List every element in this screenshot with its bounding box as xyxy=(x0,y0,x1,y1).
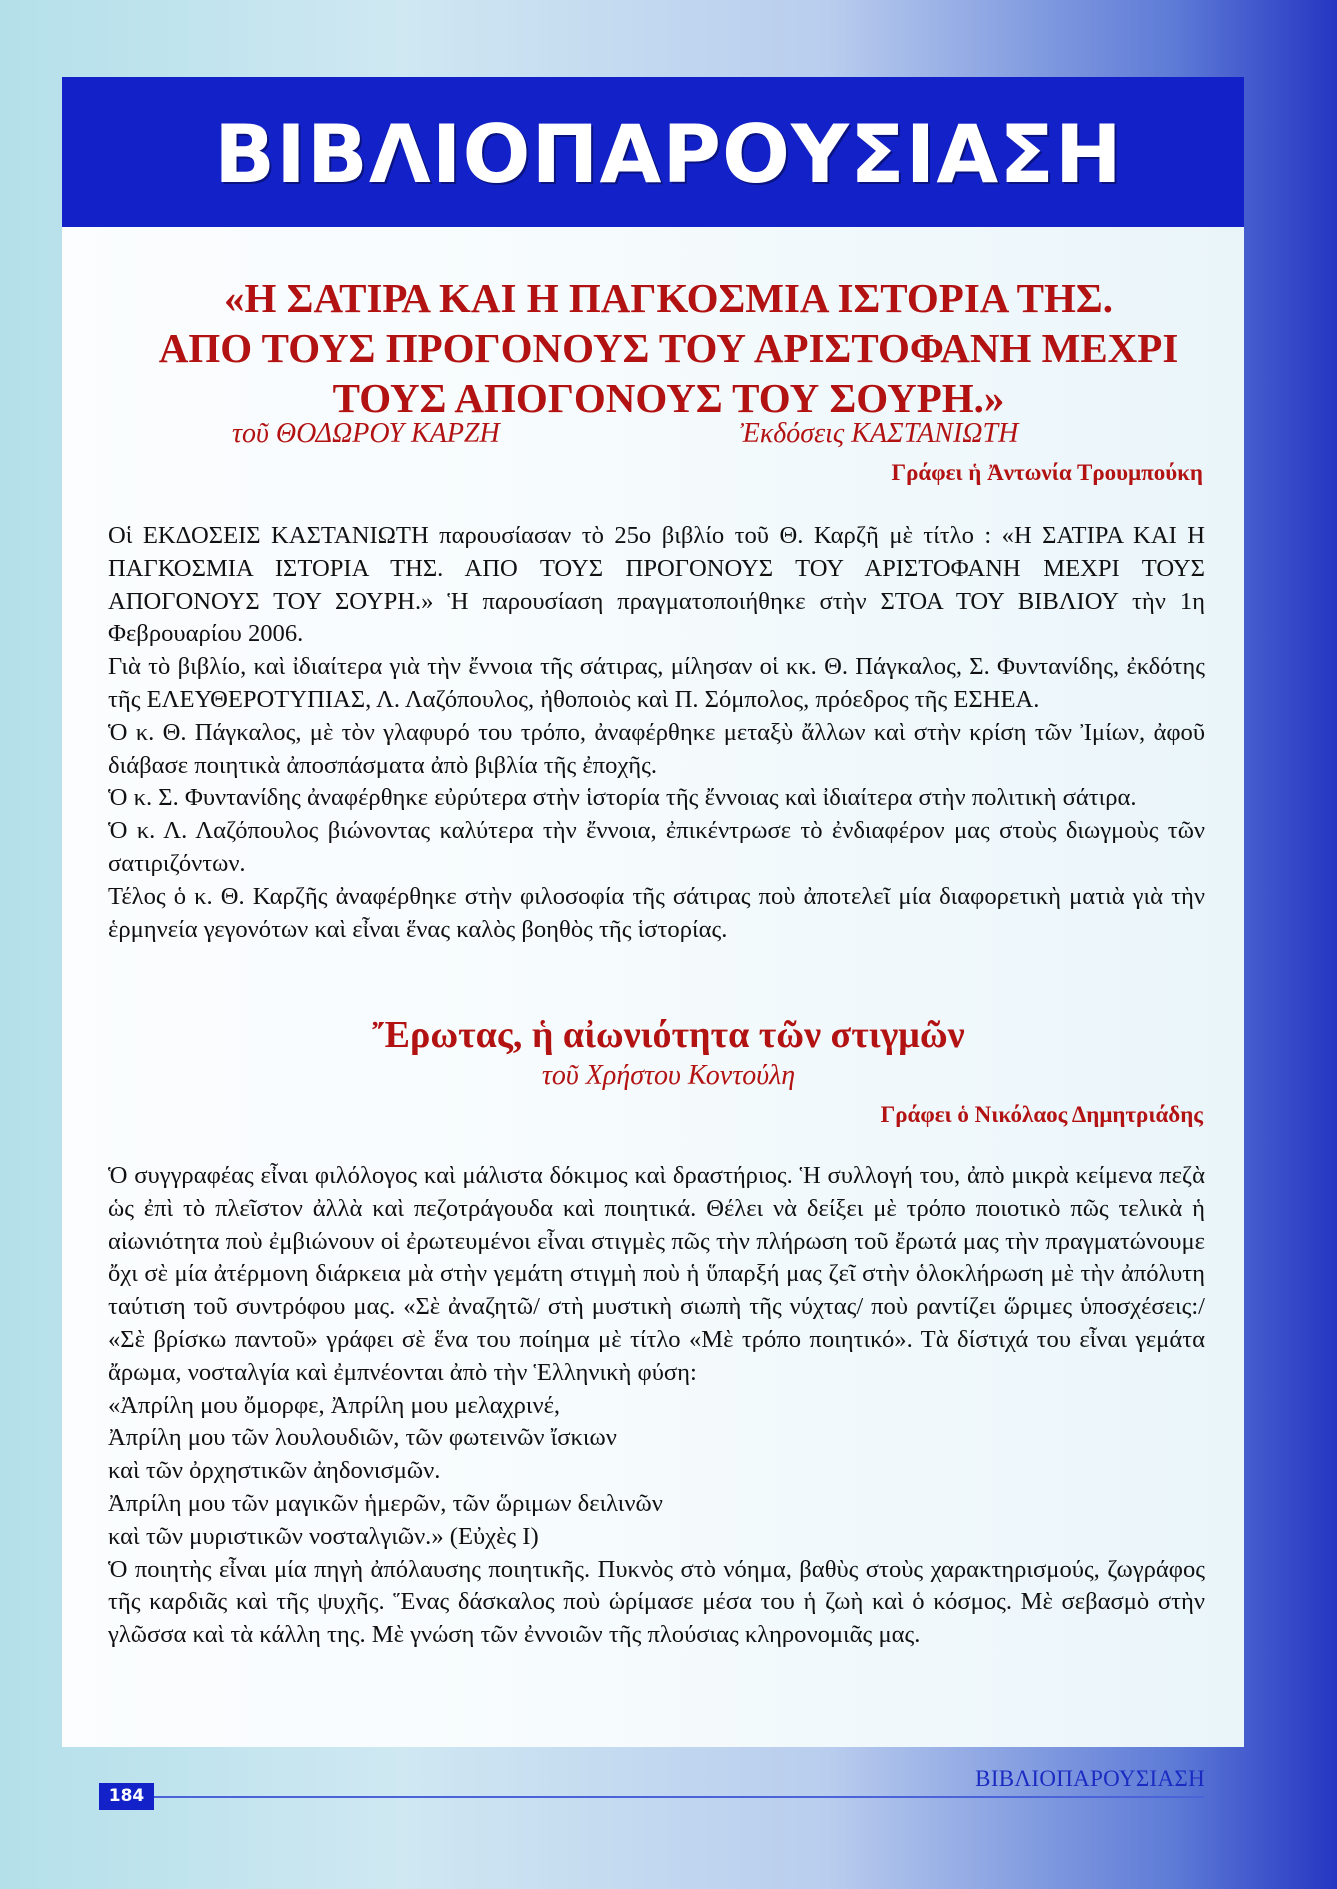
poem-line: Ἀπρίλη μου τῶν μαγικῶν ἡμερῶν, τῶν ὥριμων δειλινῶν xyxy=(108,1489,663,1517)
poem-line: καὶ τῶν ὀρχηστικῶν ἀηδονισμῶν. xyxy=(108,1457,441,1485)
poem-line: «Ἀπρίλη μου ὄμορφε, Ἀπρίλη μου μελαχρινέ, xyxy=(108,1391,561,1419)
poem-line: Ἀπρίλη μου τῶν λουλουδιῶν, τῶν φωτεινῶν ἴσκιων xyxy=(108,1424,617,1452)
footer-section-label: ΒΙΒΛΙΟΠΑΡΟΥΣΙΑΣΗ xyxy=(975,1766,1205,1791)
article1-publisher: Ἐκδόσεις ΚΑΣΤΑΝΙΩΤΗ xyxy=(740,418,1019,449)
article1-author: τοῦ ΘΟΔΩΡΟΥ ΚΑΡΖΗ xyxy=(232,418,500,449)
article2-byline: Γράφει ὁ Νικόλαος Δημητριάδης xyxy=(880,1102,1203,1127)
article2-author: τοῦ Χρήστου Κοντούλη xyxy=(541,1060,796,1091)
article1-title-line: ΤΟΥΣ ΑΠΟΓΟΝΟΥΣ ΤΟΥ ΣΟΥΡΗ.» xyxy=(332,375,1005,421)
page-title: ΒΙΒΛΙΟΠΑΡΟΥΣΙΑΣΗ xyxy=(214,108,1123,201)
article1-paragraph: Ὁ κ. Θ. Πάγκαλος, μὲ τὸν γλαφυρό του τρόπο, ἀναφέρθηκε μεταξὺ ἄλλων καὶ στὴν κρίση τῶν Ἰμίων, ἀφοῦ διάβασε ποιητικὰ ἀποσπάσματα ἀπὸ βιβλία τῆς ἐποχῆς. xyxy=(108,718,1205,779)
article1-paragraph: Οἱ ΕΚΔΟΣΕΙΣ ΚΑΣΤΑΝΙΩΤΗ παρουσίασαν τὸ 25ο βιβλίο τοῦ Θ. Καρζῆ μὲ τίτλο : «Η ΣΑΤΙΡΑ ΚΑΙ Η ΠΑΓΚΟΣΜΙΑ ΙΣΤΟΡΙΑ ΤΗΣ. ΑΠΟ ΤΟΥΣ ΠΡΟΓΟΝΟΥΣ ΤΟΥ ΑΡΙΣΤΟΦΑΝΗ ΜΕΧΡΙ ΤΟΥΣ ΑΠΟΓΟΝΟΥΣ ΤΟΥ ΣΟΥΡΗ.» Ἡ παρουσίαση πραγματοποιήθηκε στὴν ΣΤΟΑ ΤΟΥ ΒΙΒΛΙΟΥ τὴν 1η Φεβρουαρίου 2006. xyxy=(108,522,1205,648)
article1-title xyxy=(100,273,1237,423)
article2-paragraph: Ὁ συγγραφέας εἶναι φιλόλογος καὶ μάλιστα δόκιμος καὶ δραστήριος. Ἡ συλλογή του, ἀπὸ μικρὰ κείμενα πεζὰ ὡς ἐπὶ τὸ πλεῖστον ἀλλὰ καὶ πεζοτράγουδα καὶ ποιητικά. Θέλει νὰ δείξει μὲ τρόπο ποιοτικὸ πῶς τελικὰ ἡ αἰωνιότητα ποὺ ἐμβιώνουν οἱ ἐρωτευμένοι εἶναι στιγμὲς πῶς τὴν πλήρωση τοῦ ἔρωτά μας τὴν πραγματώνουμε ὄχι σὲ μία ἀτέρμονη διάρκεια μὰ στὴν γεμάτη στιγμὴ ποὺ ἡ ὕπαρξή μας ζεῖ στὴν ὁλοκλήρωση μὲ τὴν ἀπόλυτη ταύτιση τοῦ συντρόφου μας. «Σὲ ἀναζητῶ/ στὴ μυστικὴ σιωπὴ τῆς νύχτας/ ποὺ ραντίζει ὥριμες ὑποσχέσεις:/ «Σὲ βρίσκω παντοῦ» γράφει σὲ ἕνα του ποίημα μὲ τίτλο «Μὲ τρόπο ποιητικό». Τὰ δίστιχά του εἶναι γεμάτα ἄρωμα, νοσταλγία καὶ ἐμπνέονται ἀπὸ τὴν Ἑλληνικὴ φύση: xyxy=(108,1162,1205,1386)
article1-title-line: «Η ΣΑΤΙΡΑ ΚΑΙ Η ΠΑΓΚΟΣΜΙΑ ΙΣΤΟΡΙΑ ΤΗΣ. xyxy=(224,275,1113,321)
footer-rule xyxy=(154,1796,1204,1798)
article1-body xyxy=(108,520,1205,946)
article1-paragraph: Τέλος ὁ κ. Θ. Καρζῆς ἀναφέρθηκε στὴν φιλοσοφία τῆς σάτιρας ποὺ ἀποτελεῖ μία διαφορετικὴ ματιὰ γιὰ τὴν ἑρμηνεία γεγονότων καὶ εἶναι ἕνας καλὸς βοηθὸς τῆς ἱστορίας. xyxy=(108,882,1205,943)
poem-line: καὶ τῶν μυριστικῶν νοσταλγιῶν.» (Εὐχὲς Ι) xyxy=(108,1522,539,1550)
article2-closing: Ὁ ποιητὴς εἶναι μία πηγὴ ἀπόλαυσης ποιητικῆς. Πυκνὸς στὸ νόημα, βαθὺς στοὺς χαρακτηρισμούς, ζωγράφος τῆς καρδιᾶς καὶ τῆς ψυχῆς. Ἕνας δάσκαλος ποὺ ὡρίμασε μέσα του ἡ ζωὴ καὶ ὁ κόσμος. Μὲ σεβασμὸ στὴν γλῶσσα καὶ τὰ κάλλη της. Μὲ γνώση τῶν ἐννοιῶν τῆς πλούσιας κληρονομιᾶς μας. xyxy=(108,1555,1205,1649)
article1-byline: Γράφει ἡ Ἀντωνία Τρουμπούκη xyxy=(891,460,1203,485)
page-number: 184 xyxy=(99,1783,154,1810)
article1-paragraph: Ὁ κ. Λ. Λαζόπουλος βιώνοντας καλύτερα τὴν ἔννοια, ἐπικέντρωσε τὸ ἐνδιαφέρον μας στοὺς διωγμοὺς τῶν σατιριζόντων. xyxy=(108,817,1205,877)
article1-paragraph: Ὁ κ. Σ. Φυντανίδης ἀναφέρθηκε εὐρύτερα στὴν ἱστορία τῆς ἔννοιας καὶ ἰδιαίτερα στὴν πολιτικὴ σάτιρα. xyxy=(108,784,1137,812)
article2-title: Ἔρωτας, ἡ αἰωνιότητα τῶν στιγμῶν xyxy=(372,1014,965,1056)
article2-body xyxy=(108,1160,1205,1652)
article1-title-line: ΑΠΟ ΤΟΥΣ ΠΡΟΓΟΝΟΥΣ ΤΟΥ ΑΡΙΣΤΟΦΑΝΗ ΜΕΧΡΙ xyxy=(158,325,1179,371)
article1-paragraph: Γιὰ τὸ βιβλίο, καὶ ἰδιαίτερα γιὰ τὴν ἔννοια τῆς σάτιρας, μίλησαν οἱ κκ. Θ. Πάγκαλος, Σ. Φυντανίδης, ἐκδότης τῆς ΕΛΕΥΘΕΡΟΤΥΠΙΑΣ, Λ. Λαζόπουλος, ἠθοποιὸς καὶ Π. Σόμπολος, πρόεδρος τῆς ΕΣΗΕΑ. xyxy=(108,653,1205,713)
